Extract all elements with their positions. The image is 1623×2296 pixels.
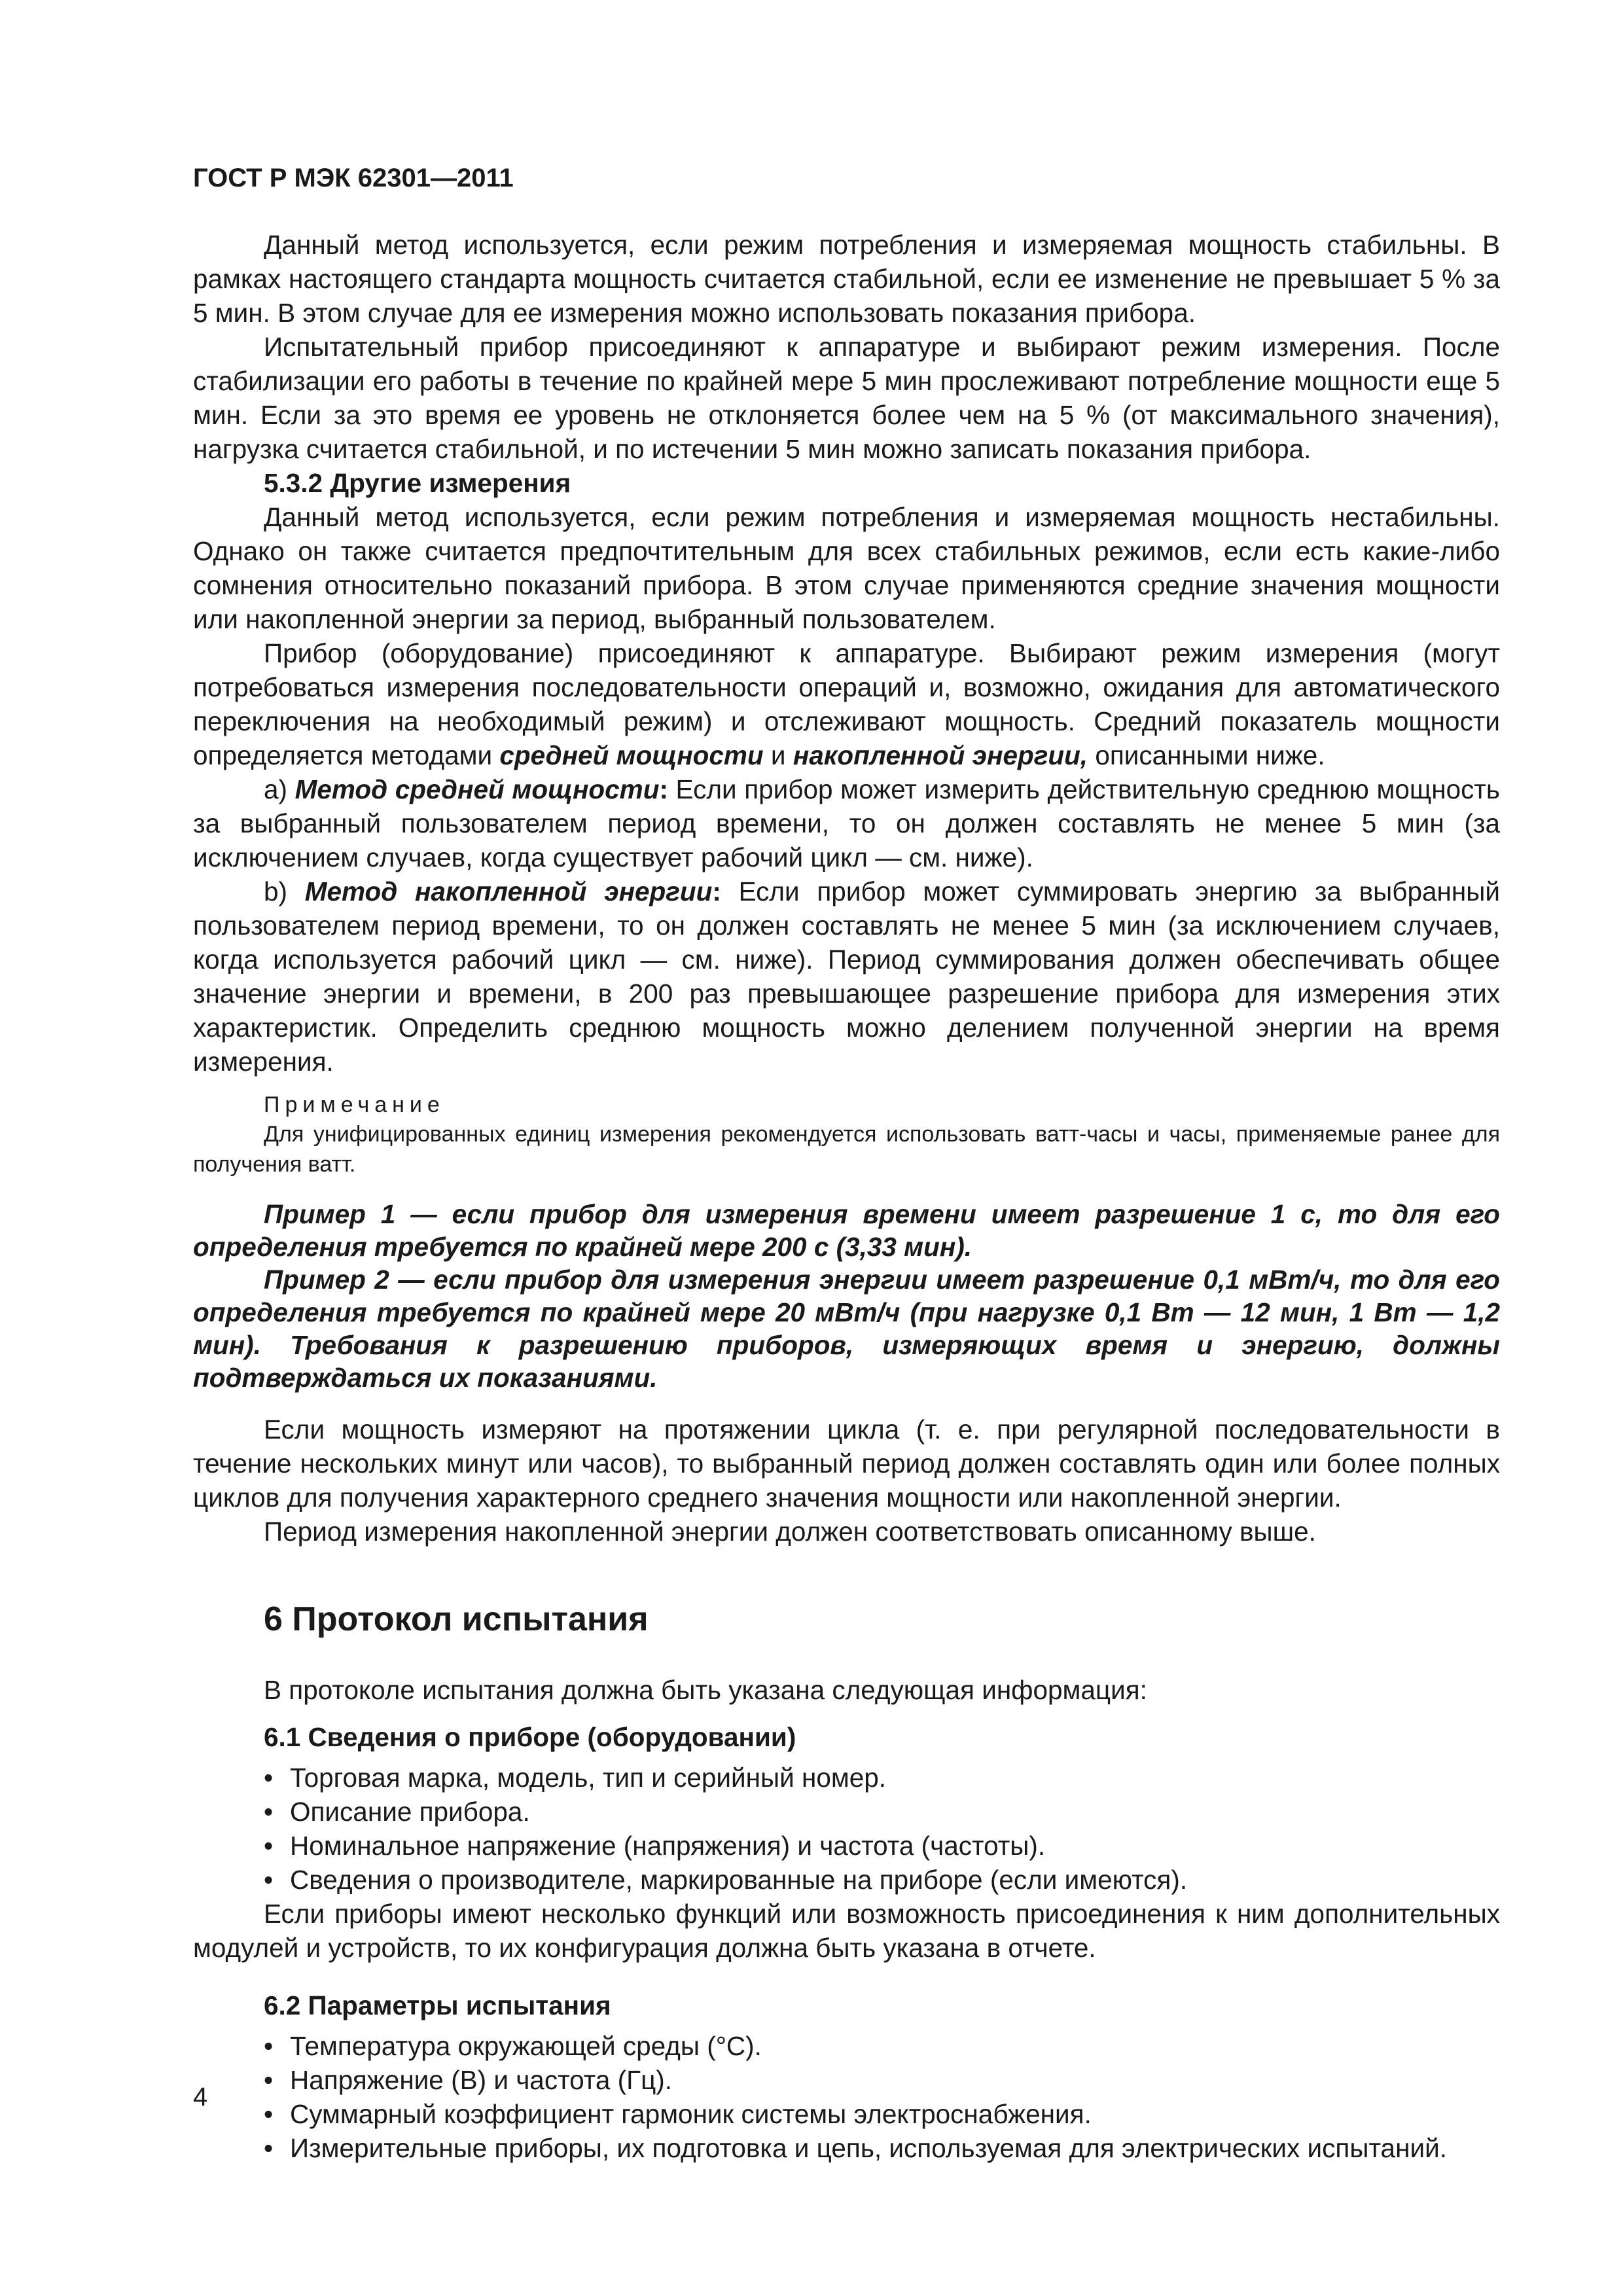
bullet-list-6-1: [193, 1761, 1500, 1897]
section-heading-6-2: 6.2 Параметры испытания: [264, 1990, 611, 2020]
list-item-a: a) Метод средней мощности: Если прибор может измерить действительную среднюю мощность за выбранный пользователем период времени, то он должен составлять не менее 5 мин (за исключением случаев, когда существует рабочий цикл — см. ниже).: [193, 774, 1501, 872]
document-body: [193, 228, 1500, 2165]
note-title: Примечание: [264, 1092, 445, 1117]
paragraph: Испытательный прибор присоединяют к аппаратуре и выбирают режим измерения. После стабилизации его работы в течение по крайней мере 5 мин прослеживают потребление мощности еще 5 мин. Если за это время ее уровень не отклоняется более чем на 5 % (от максимального значения), нагрузка считается стабильной, и по истечении 5 мин можно записать показания прибора.: [193, 332, 1500, 464]
paragraph: Если мощность измеряют на протяжении цикла (т. е. при регулярной последовательности в течение нескольких минут или часов), то выбранный период должен составлять один или более полных циклов для получения характерного среднего значения мощности или накопленной энергии.: [193, 1414, 1500, 1513]
paragraph: Период измерения накопленной энергии должен соответствовать описанному выше.: [264, 1516, 1316, 1547]
list-item: • Номинальное напряжение (напряжения) и частота (частоты).: [193, 1829, 1500, 1863]
paragraph: Прибор (оборудование) присоединяют к аппаратуре. Выбирают режим измерения (могут потребоваться измерения последовательности операций и, возможно, ожидания для автоматического переключения на необходимый режим) и отслеживают мощность. Средний показатель мощности определяется методами средней мощности и накопленной энергии, описанными ниже.: [193, 638, 1500, 770]
example-2: Пример 2 — если прибор для измерения энергии имеет разрешение 0,1 мВт/ч, то для его определения требуется по крайней мере 20 мВт/ч (при нагрузке 0,1 Вт — 12 мин, 1 Вт — 1,2 мин). Требования к разрешению приборов, измеряющих время и энергию, должны подтверждаться их показаниями.: [193, 1265, 1500, 1393]
note-text: Для унифицированных единиц измерения рекомендуется использовать ватт-часы и часы, применяемые ранее для получения ватт.: [193, 1122, 1500, 1177]
section-heading-6-1: 6.1 Сведения о приборе (оборудовании): [264, 1722, 796, 1752]
paragraph: В протоколе испытания должна быть указана следующая информация:: [264, 1675, 1147, 1705]
paragraph: Данный метод используется, если режим потребления и измеряемая мощность нестабильны. Однако он также считается предпочтительным для всех стабильных режимов, если есть какие-либо сомнения относительно показаний прибора. В этом случае применяются средние значения мощности или накопленной энергии за период, выбранный пользователем.: [193, 502, 1500, 634]
method-term: Метод накопленной энергии: [304, 876, 713, 906]
paragraph: Данный метод используется, если режим потребления и измеряемая мощность стабильны. В рамках настоящего стандарта мощность считается стабильной, если ее изменение не превышает 5 % за 5 мин. В этом случае для ее измерения можно использовать показания прибора.: [193, 230, 1500, 328]
list-item-b: b) Метод накопленной энергии: Если прибор может суммировать энергию за выбранный пользователем период времени, то он должен составлять не менее 5 мин (за исключением случаев, когда используется рабочий цикл — см. ниже). Период суммирования должен обеспечивать общее значение энергии и времени, в 200 раз превышающее разрешение прибора для измерения этих характеристик. Определить среднюю мощность можно делением полученной энергии на время измерения.: [193, 876, 1500, 1077]
term-accumulated-energy: накопленной энергии,: [793, 740, 1088, 770]
section-heading-6: 6 Протокол испытания: [264, 1600, 649, 1638]
list-item: • Сведения о производителе, маркированные на приборе (если имеются).: [193, 1863, 1500, 1897]
example-1: Пример 1 — если прибор для измерения времени имеет разрешение 1 с, то для его определения требуется по крайней мере 200 с (3,33 мин).: [193, 1199, 1500, 1262]
paragraph: Если приборы имеют несколько функций или возможность присоединения к ним дополнительных модулей и устройств, то их конфигурация должна быть указана в отчете.: [193, 1899, 1500, 1963]
term-average-power: средней мощности: [499, 740, 764, 770]
list-item: • Напряжение (В) и частота (Гц).: [193, 2063, 1500, 2097]
list-item: • Торговая марка, модель, тип и серийный номер.: [193, 1761, 1500, 1795]
list-item: • Описание прибора.: [193, 1795, 1500, 1829]
page-number: 4: [193, 2083, 208, 2111]
document-header: ГОСТ Р МЭК 62301—2011: [193, 164, 514, 192]
list-item: • Суммарный коэффициент гармоник системы электроснабжения.: [193, 2097, 1500, 2131]
method-term: Метод средней мощности: [294, 774, 660, 804]
page: [193, 0, 1500, 2296]
list-item: • Измерительные приборы, их подготовка и цепь, используемая для электрических испытаний.: [193, 2131, 1500, 2165]
section-heading-5-3-2: 5.3.2 Другие измерения: [264, 468, 571, 498]
bullet-list-6-2: [193, 2029, 1500, 2165]
list-item: • Температура окружающей среды (°С).: [193, 2029, 1500, 2063]
